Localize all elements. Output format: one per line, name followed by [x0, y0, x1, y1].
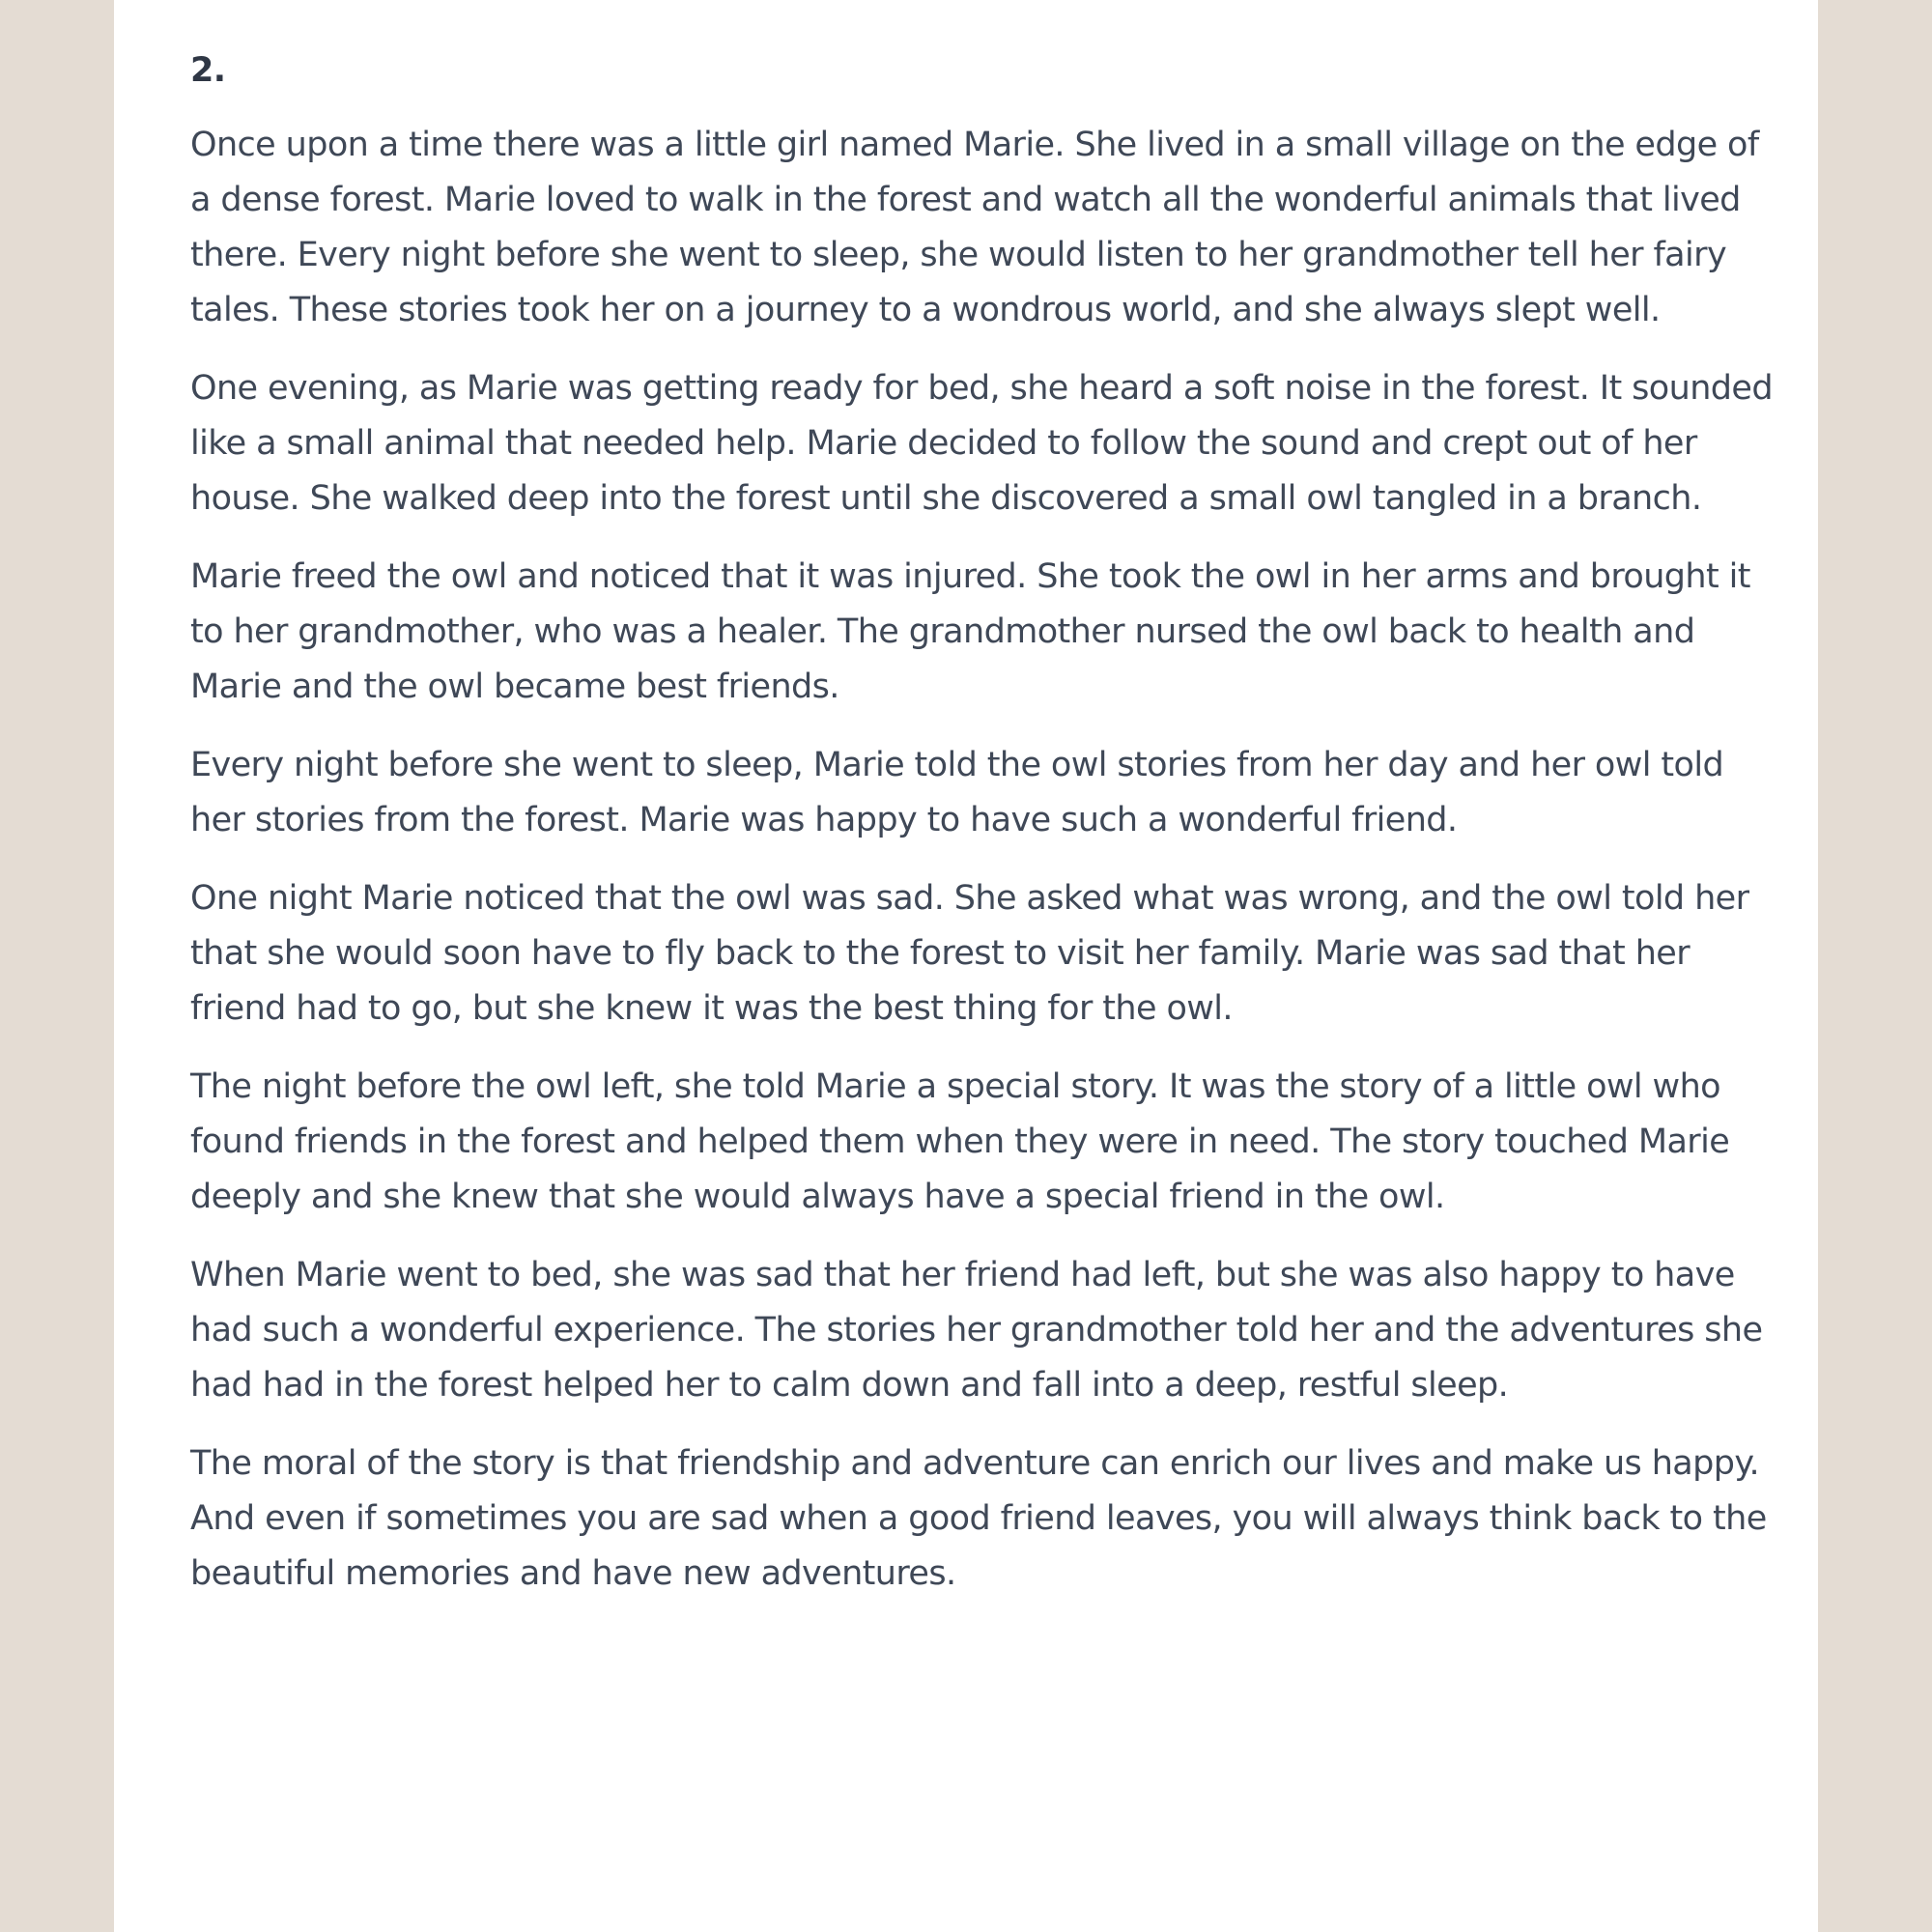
story-content: [190, 46, 1775, 1625]
document-page: [114, 0, 1818, 1932]
story-paragraph: Marie freed the owl and noticed that it was injured. She took the owl in her arms and brought it to her grandmother, who was a healer. The grandmother nursed the owl back to health and Marie and the owl became best friends.: [190, 557, 1750, 706]
story-paragraph: One night Marie noticed that the owl was sad. She asked what was wrong, and the owl told her that she would soon have to fly back to the forest to visit her family. Marie was sad that her friend had to go, but she knew it was the best thing for the owl.: [190, 879, 1749, 1028]
section-number-heading: 2.: [190, 51, 226, 90]
story-paragraph: When Marie went to bed, she was sad that her friend had left, but she was also happy to have had such a wonderful experience. The stories her grandmother told her and the adventures she had had in the forest helped her to calm down and fall into a deep, restful sleep.: [190, 1256, 1763, 1405]
story-paragraph: Every night before she went to sleep, Marie told the owl stories from her day and her owl told her stories from the forest. Marie was happy to have such a wonderful friend.: [190, 746, 1724, 839]
story-paragraph: Once upon a time there was a little girl named Marie. She lived in a small village on the edge of a dense forest. Marie loved to walk in the forest and watch all the wonderful animals that lived there. Every night before she went to sleep, she would listen to her grandmother tell her fairy tales. These stories took her on a journey to a wondrous world, and she always slept well.: [190, 126, 1759, 329]
story-paragraph: One evening, as Marie was getting ready for bed, she heard a soft noise in the forest. It sounded like a small animal that needed help. Marie decided to follow the sound and crept out of her house. She walked deep into the forest until she discovered a small owl tangled in a branch.: [190, 369, 1773, 518]
story-paragraph: The moral of the story is that friendship and adventure can enrich our lives and make us happy. And even if sometimes you are sad when a good friend leaves, you will always think back to the beautiful memories and have new adventures.: [190, 1444, 1767, 1593]
story-paragraph: The night before the owl left, she told Marie a special story. It was the story of a little owl who found friends in the forest and helped them when they were in need. The story touched Marie deeply and she knew that she would always have a special friend in the owl.: [190, 1067, 1730, 1216]
